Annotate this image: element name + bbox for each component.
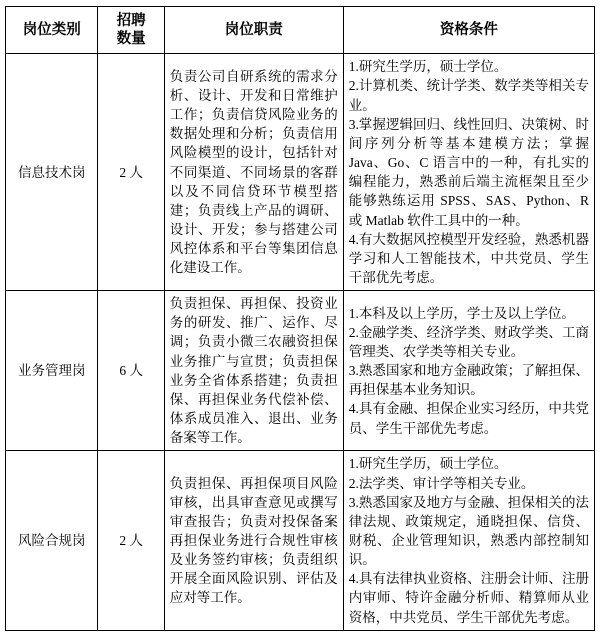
table-row (6, 451, 595, 630)
cell-category: 风险合规岗 (6, 451, 98, 630)
column-header-category: 岗位类别 (6, 7, 98, 54)
column-header-count-line1: 招聘 (116, 13, 146, 29)
requirement-item: 3.熟悉国家和地方金融政策；了解担保、再担保基本业务知识。 (348, 363, 589, 398)
requirement-item: 4.有大数据风控模型开发经验，熟悉机器学习和人工智能技术，中共党员、学生干部优先考虑。 (348, 231, 589, 285)
duty-text: 负责担保、再担保项目风险审核，出具审查意见或撰写审查报告；负责对投保备案再担保业务进行合规性审核及业务签约审核；负责组织开展全面风险识别、评估及应对等工作。 (169, 475, 338, 606)
requirement-item: 2.计算机类、统计学类、数学类等相关专业。 (348, 78, 589, 113)
requirement-item: 2.金融学类、经济学类、财政学类、工商管理类、农学类等相关专业。 (348, 324, 589, 360)
requirement-item: 1.研究生学历，硕士学位。 (348, 456, 508, 472)
requirement-item: 3.熟悉国家及地方与金融、担保相关的法律法规、政策规定，通晓担保、信贷、财税、企业管理知识，熟悉内部控制知识。 (348, 494, 589, 568)
column-header-count (98, 7, 164, 54)
cell-requirements (343, 451, 594, 630)
table-row (6, 291, 595, 451)
requirement-item: 4.具有法律执业资格、注册会计师、注册内审师、特许金融分析师、精算师从业资格，中共党员、学生干部优先考虑。 (348, 571, 589, 625)
cell-duty (164, 54, 343, 291)
cell-duty (164, 451, 343, 630)
cell-category: 信息技术岗 (6, 54, 98, 291)
job-positions-table (5, 6, 595, 631)
cell-count: 2 人 (98, 54, 164, 291)
requirement-item: 1.研究生学历，硕士学位。 (348, 59, 508, 75)
cell-requirements (343, 291, 594, 451)
duty-text: 负责担保、再担保、投资业务的研发、推广、运作、尽调；负责小微三农融资担保业务推广与宣贯；负责担保业务全省体系搭建；负责担保、再担保业务代偿补偿、体系成员准入、退出、业务备案等工作。 (169, 296, 338, 446)
column-header-duty: 岗位职责 (164, 7, 343, 54)
requirement-item: 2.法学类、审计学等相关专业。 (348, 475, 535, 491)
requirement-item: 3.掌握逻辑回归、线性回归、决策树、时间序列分析等基本建模方法；掌握 Java、Go、C 语言中的一种，有扎实的编程能力，熟悉前后端主流框架且至少能够熟练运用 SPSS、SAS、Python、R 或 Matlab 软件工具中的一种。 (348, 116, 589, 228)
table-row (6, 54, 595, 291)
cell-count: 2 人 (98, 451, 164, 630)
cell-duty (164, 291, 343, 451)
column-header-requirements: 资格条件 (343, 7, 594, 54)
cell-requirements (343, 54, 594, 291)
requirement-item: 1.本科及以上学历，学士及以上学位。 (348, 305, 575, 321)
duty-text: 负责公司自研系统的需求分析、设计、开发和日常维护工作；负责信贷风险业务的数据处理和分析；负责信用风险模型的设计，包括针对不同渠道、不同场景的客群以及不同信贷环节模型搭建；负责线上产品的调研、设计、开发；参与搭建公司风控体系和平台等集团信息化建设工作。 (169, 68, 338, 276)
column-header-count-line2: 数量 (116, 31, 146, 48)
cell-count: 6 人 (98, 291, 164, 451)
cell-category: 业务管理岗 (6, 291, 98, 451)
requirement-item: 4.具有金融、担保企业实习经历，中共党员、学生干部优先考虑。 (348, 401, 589, 436)
table-header-row (6, 7, 595, 54)
